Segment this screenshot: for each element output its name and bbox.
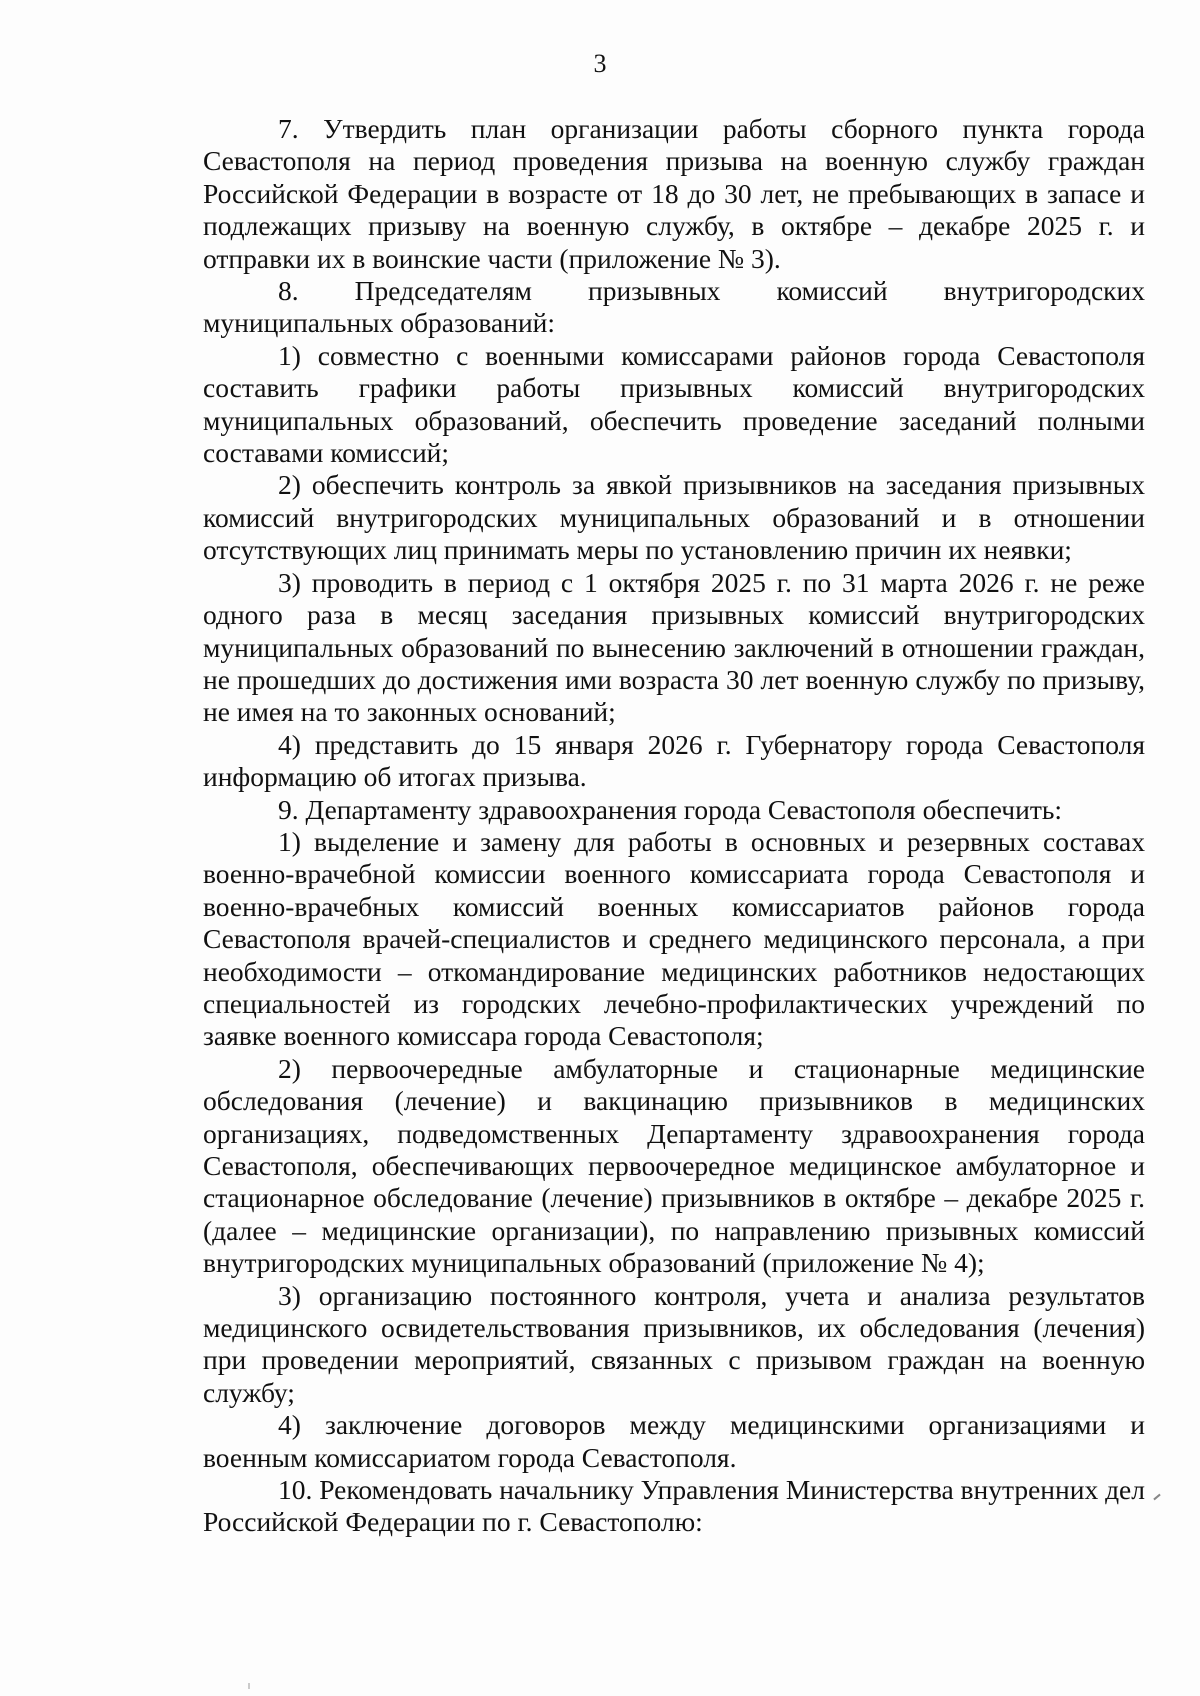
paragraph-9-item-1: 1) выделение и замену для работы в основных и резервных составах военно-врачебной комиссии военного комиссариата города Севастополя и военно-врачебных комиссий военных комиссариатов районов города Севастополя врачей-специалистов и среднего медицинского персонала, а при необходимости – откомандирование медицинских работников недостающих специальностей из городских лечебно-профилактических учреждений по заявке военного комиссара города Севастополя; xyxy=(203,825,1145,1052)
paragraph-9-item-2: 2) первоочередные амбулаторные и стационарные медицинские обследования (лечение) и вакцинацию призывников в медицинских организациях, подведомственных Департаменту здравоохранения города Севастополя, обеспечивающих первоочередное медицинское амбулаторное и стационарное обследование (лечение) призывников в октябре – декабре 2025 г. (далее – медицинские организации), по направлению призывных комиссий внутригородских муниципальных образований (приложение № 4); xyxy=(203,1052,1145,1279)
document-body xyxy=(203,113,1145,1539)
paragraph-7: 7. Утвердить план организации работы сборного пункта города Севастополя на период проведения призыва на военную службу граждан Российской Федерации в возрасте от 18 до 30 лет, не пребывающих в запасе и подлежащих призыву на военную службу, в октябре – декабре 2025 г. и отправки их в воинские части (приложение № 3). xyxy=(203,113,1145,274)
page-number: 3 xyxy=(593,49,607,78)
paragraph-8-item-3: 3) проводить в период с 1 октября 2025 г. по 31 марта 2026 г. не реже одного раза в месяц заседания призывных комиссий внутригородских муниципальных образований по вынесению заключений в отношении граждан, не прошедших до достижения ими возраста 30 лет военную службу по призыву, не имея на то законных оснований; xyxy=(203,566,1145,728)
paragraph-8: 8. Председателям призывных комиссий внутригородских муниципальных образований: xyxy=(203,275,1145,339)
paragraph-9: 9. Департаменту здравоохранения города Севастополя обеспечить: xyxy=(278,793,1063,825)
paragraph-10: 10. Рекомендовать начальнику Управления Министерства внутренних дел Российской Федерации по г. Севастополю: xyxy=(203,1474,1145,1538)
paragraph-8-item-4: 4) представить до 15 января 2026 г. Губернатору города Севастополя информацию об итогах призыва. xyxy=(203,728,1145,793)
scan-artifact-mark xyxy=(1153,1494,1160,1501)
paragraph-9-item-3: 3) организацию постоянного контроля, учета и анализа результатов медицинского освидетельствования призывников, их обследования (лечения) при проведении мероприятий, связанных с призывом граждан на военную службу; xyxy=(203,1279,1145,1408)
paragraph-9-item-4: 4) заключение договоров между медицинскими организациями и военным комиссариатом города Севастополя. xyxy=(203,1409,1145,1473)
paragraph-8-item-1: 1) совместно с военными комиссарами районов города Севастополя составить графики работы призывных комиссий внутригородских муниципальных образований, обеспечить проведение заседаний полными составами комиссий; xyxy=(203,339,1145,469)
paragraph-8-item-2: 2) обеспечить контроль за явкой призывников на заседания призывных комиссий внутригородских муниципальных образований и в отношении отсутствующих лиц принимать меры по установлению причин их неявки; xyxy=(203,469,1145,566)
scan-artifact-dot xyxy=(248,1683,250,1689)
